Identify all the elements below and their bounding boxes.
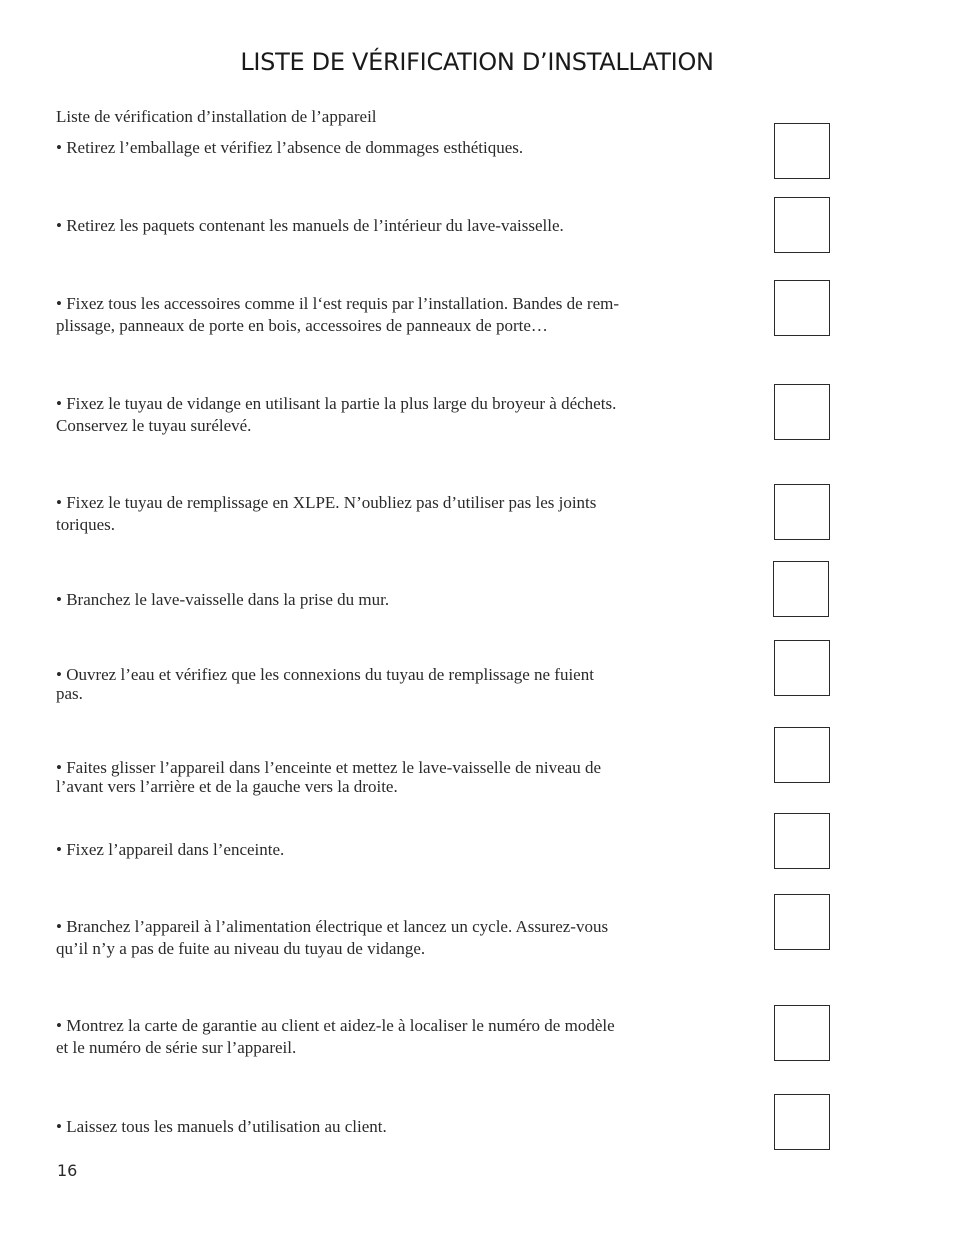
checklist-item-text: • Retirez les paquets contenant les manuels de l’intérieur du lave-vaisselle. bbox=[56, 216, 564, 235]
checklist-item-text: • Fixez l’appareil dans l’enceinte. bbox=[56, 840, 285, 859]
checklist-item-text: • Ouvrez l’eau et vérifiez que les connexions du tuyau de remplissage ne fuient pas. bbox=[56, 665, 594, 703]
checklist-checkbox[interactable] bbox=[774, 727, 830, 783]
checklist-checkbox[interactable] bbox=[774, 484, 830, 540]
checklist-item-text: • Retirez l’emballage et vérifiez l’absence de dommages esthétiques. bbox=[56, 138, 524, 157]
checklist-checkbox[interactable] bbox=[774, 894, 830, 950]
checklist-checkbox[interactable] bbox=[774, 280, 830, 336]
checklist-item-text: • Branchez l’appareil à l’alimentation électrique et lancez un cycle. Assurez-vous qu’il n’y a pas de fuite au niveau du tuyau de vidange. bbox=[56, 917, 609, 958]
checklist-item-text: • Fixez tous les accessoires comme il l‘est requis par l’installation. Bandes de rem- plissage, panneaux de porte en bois, accessoires de panneaux de porte… bbox=[56, 294, 620, 335]
checklist-item-text: • Faites glisser l’appareil dans l’enceinte et mettez le lave-vaisselle de niveau de l’avant vers l’arrière et de la gauche vers la droite. bbox=[56, 758, 602, 796]
checklist-checkbox[interactable] bbox=[774, 813, 830, 869]
page-title: LISTE DE VÉRIFICATION D’INSTALLATION bbox=[240, 48, 714, 76]
checklist-item-text: • Montrez la carte de garantie au client et aidez-le à localiser le numéro de modèle et le numéro de série sur l’appareil. bbox=[56, 1016, 615, 1057]
page-number: 16 bbox=[57, 1161, 78, 1180]
checklist-item-text: • Fixez le tuyau de remplissage en XLPE. N’oubliez pas d’utiliser pas les joints toriques. bbox=[56, 493, 597, 534]
checklist-item-text: • Laissez tous les manuels d’utilisation au client. bbox=[56, 1117, 387, 1136]
checklist-checkbox[interactable] bbox=[774, 123, 830, 179]
checklist-item-text: • Fixez le tuyau de vidange en utilisant la partie la plus large du broyeur à déchets. Conservez le tuyau surélevé. bbox=[56, 394, 617, 435]
checklist-checkbox[interactable] bbox=[774, 1094, 830, 1150]
checklist-checkbox[interactable] bbox=[774, 640, 830, 696]
checklist-intro: Liste de vérification d’installation de l’appareil bbox=[56, 107, 377, 126]
checklist-checkbox[interactable] bbox=[774, 384, 830, 440]
checklist-checkbox[interactable] bbox=[773, 561, 829, 617]
checklist-checkbox[interactable] bbox=[774, 197, 830, 253]
checklist-checkbox[interactable] bbox=[774, 1005, 830, 1061]
checklist-item-text: • Branchez le lave-vaisselle dans la prise du mur. bbox=[56, 590, 390, 609]
